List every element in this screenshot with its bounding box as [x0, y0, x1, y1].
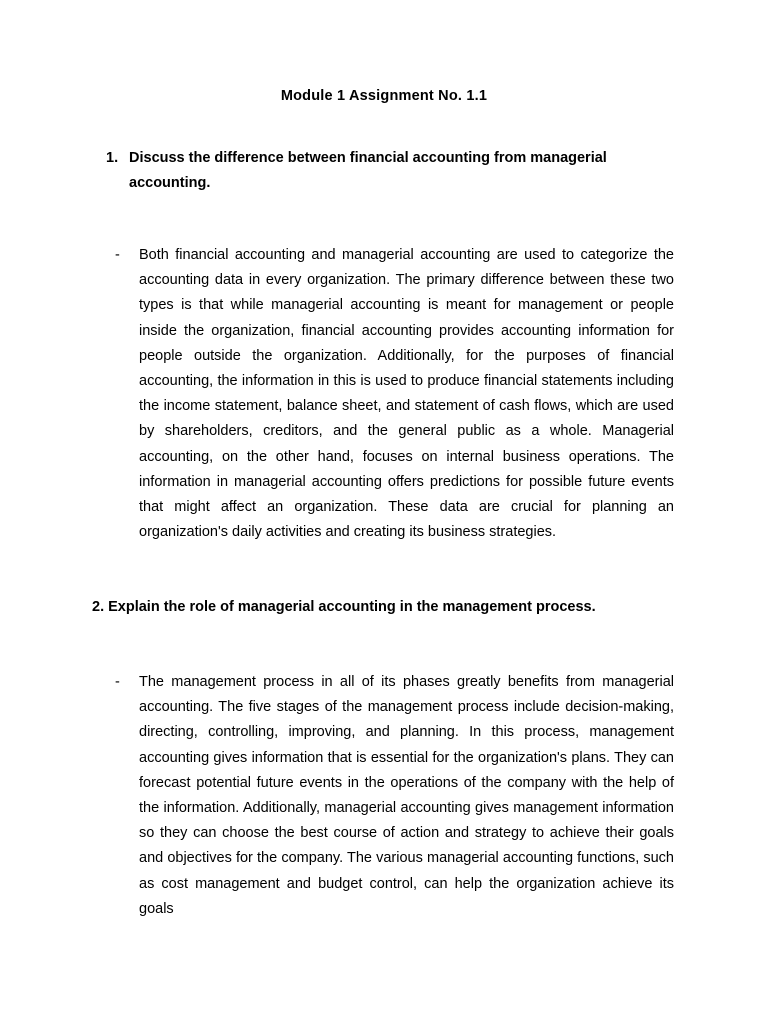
- answer-2-text: The management process in all of its phases greatly benefits from managerial accounting. The five stages of the management process include decision-making, directing, controlling, improving, and planning. In this process, management accounting gives information that is essential for the organization's plans. They can forecast potential future events in the operations of the company with the help of the information. Additionally, managerial accounting gives management information so they can choose the best course of action and strategy to achieve their goals and objectives for the company. The various managerial accounting functions, such as cost management and budget control, can help the organization achieve its goals: [139, 674, 674, 917]
- answer-2-bullet: -: [115, 674, 120, 690]
- question-2: [92, 597, 712, 617]
- answer-1: [115, 243, 674, 545]
- answer-1-text: Both financial accounting and managerial accounting are used to categorize the accounting data in every organization. The primary difference between these two types is that while managerial accounting is meant for management or people inside the organization, financial accounting provides accounting information for people outside the organization. Additionally, for the purposes of financial accounting, the information in this is used to produce financial statements including the income statement, balance sheet, and statement of cash flows, which are used by shareholders, creditors, and the general public as a whole. Managerial accounting, on the other hand, focuses on internal business operations. The information in managerial accounting offers predictions for possible future events that might affect an organization. These data are crucial for planning an organization's daily activities and creating its business strategies.: [139, 247, 674, 541]
- question-2-number: 2.: [92, 599, 105, 615]
- question-1-number: 1.: [106, 150, 119, 166]
- answer-1-bullet: -: [115, 247, 120, 263]
- question-2-text: Explain the role of managerial accounting in the management process.: [108, 599, 596, 615]
- question-1-text: Discuss the difference between financial accounting from managerial accounting.: [129, 150, 607, 191]
- answer-2: [115, 670, 674, 922]
- document-title: Module 1 Assignment No. 1.1: [280, 88, 488, 104]
- question-1: [106, 146, 666, 196]
